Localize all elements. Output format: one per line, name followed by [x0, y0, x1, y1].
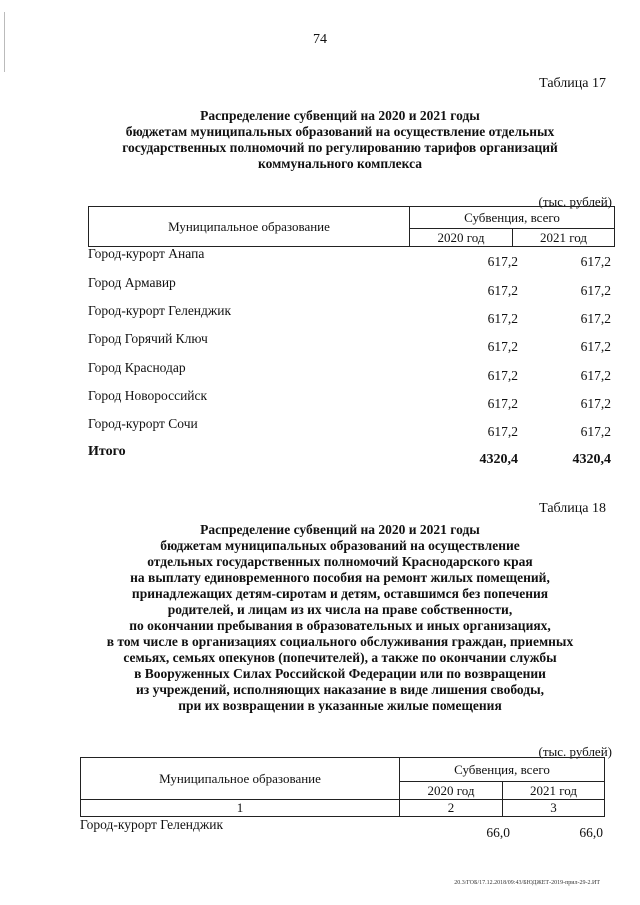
municipality-name: Город-курорт Сочи: [88, 416, 198, 431]
title-line: государственных полномочий по регулированию тарифов организаций: [122, 140, 558, 155]
value-2021: 617,2: [580, 424, 611, 439]
municipality-name: Город-курорт Анапа: [88, 246, 205, 261]
value-2021: 617,2: [580, 339, 611, 354]
title-line: Распределение субвенций на 2020 и 2021 годы: [200, 108, 480, 123]
table-row: [88, 246, 613, 270]
title-line: из учреждений, исполняющих наказание в виде лишения свободы,: [135, 682, 544, 697]
value-2020: 617,2: [487, 424, 518, 439]
table-row: [88, 303, 613, 327]
header-municipality: Муниципальное образование: [81, 758, 400, 800]
title-line: семьях, семьях опекунов (попечителей), а также по окончании службы: [123, 650, 557, 665]
municipality-name: Город-курорт Геленджик: [80, 817, 224, 832]
table-total-row: [88, 444, 613, 468]
column-number-3: 3: [503, 800, 605, 817]
table-row: [88, 331, 613, 355]
municipality-name: Город Новороссийск: [88, 388, 208, 403]
column-number-2: 2: [400, 800, 503, 817]
value-2021: 617,2: [580, 283, 611, 298]
header-year-2021: 2021 год: [503, 782, 605, 800]
table-17-header: [88, 206, 615, 247]
table-17-units: (тыс. рублей): [538, 194, 612, 209]
title-line: бюджетам муниципальных образований на осуществление отдельных: [125, 124, 555, 139]
total-2021: 4320,4: [572, 452, 611, 467]
total-2020: 4320,4: [479, 452, 518, 467]
title-line: при их возвращении в указанные жилые помещения: [178, 698, 502, 713]
municipality-name: Город Краснодар: [88, 360, 186, 375]
title-line: в Вооруженных Силах Российской Федерации или по возвращении: [134, 666, 546, 681]
value-2020: 617,2: [487, 339, 518, 354]
municipality-name: Город Армавир: [88, 275, 176, 290]
table-17-label: Таблица 17: [539, 76, 606, 91]
column-number-1: 1: [81, 800, 400, 817]
title-line: Распределение субвенций на 2020 и 2021 годы: [200, 522, 480, 537]
header-municipality: Муниципальное образование: [89, 207, 410, 247]
value-2020: 617,2: [487, 254, 518, 269]
page-number: 74: [313, 32, 327, 47]
value-2021: 617,2: [580, 311, 611, 326]
table-18-title: [60, 522, 620, 714]
header-subvention: Субвенция, всего: [400, 758, 605, 782]
title-line: по окончании пребывания в образовательных и иных организациях,: [129, 618, 551, 633]
value-2020: 617,2: [487, 311, 518, 326]
table-row: [88, 275, 613, 299]
title-line: принадлежащих детям-сиротам и детям, оставшимся без попечения: [131, 586, 549, 601]
header-year-2020: 2020 год: [400, 782, 503, 800]
municipality-name: Город Горячий Ключ: [88, 331, 208, 346]
header-subvention: Субвенция, всего: [410, 207, 615, 229]
value-2020: 617,2: [487, 368, 518, 383]
title-line: бюджетам муниципальных образований на осуществление: [160, 538, 520, 553]
title-line: коммунального комплекса: [257, 156, 423, 171]
table-row: [88, 388, 613, 412]
total-label: Итого: [88, 444, 126, 459]
value-2021: 617,2: [580, 396, 611, 411]
header-year-2020: 2020 год: [410, 229, 513, 247]
value-2021: 617,2: [580, 254, 611, 269]
table-18-header: [80, 757, 605, 817]
table-18-label: Таблица 18: [539, 501, 606, 516]
header-year-2021: 2021 год: [513, 229, 615, 247]
municipality-name: Город-курорт Геленджик: [88, 303, 232, 318]
title-line: отдельных государственных полномочий Краснодарского края: [147, 554, 533, 569]
value-2020: 66,0: [486, 825, 510, 840]
value-2021: 66,0: [579, 825, 603, 840]
value-2021: 617,2: [580, 368, 611, 383]
value-2020: 617,2: [487, 396, 518, 411]
document-code: 20.3/ГОБ/17.12.2018/09:43/БЮДЖЕТ-2019-прил-29-2.ИТ: [454, 880, 600, 886]
table-17-title: [60, 108, 620, 172]
table-18-units: (тыс. рублей): [538, 744, 612, 759]
title-line: на выплату единовременного пособия на ремонт жилых помещений,: [130, 570, 550, 585]
value-2020: 617,2: [487, 283, 518, 298]
title-line: родителей, и лицам из их числа на праве собственности,: [167, 602, 513, 617]
title-line: в том числе в организациях социального обслуживания граждан, приемных: [106, 634, 574, 649]
table-row: [88, 416, 613, 440]
table-row: [88, 360, 613, 384]
table-row: [80, 817, 605, 841]
